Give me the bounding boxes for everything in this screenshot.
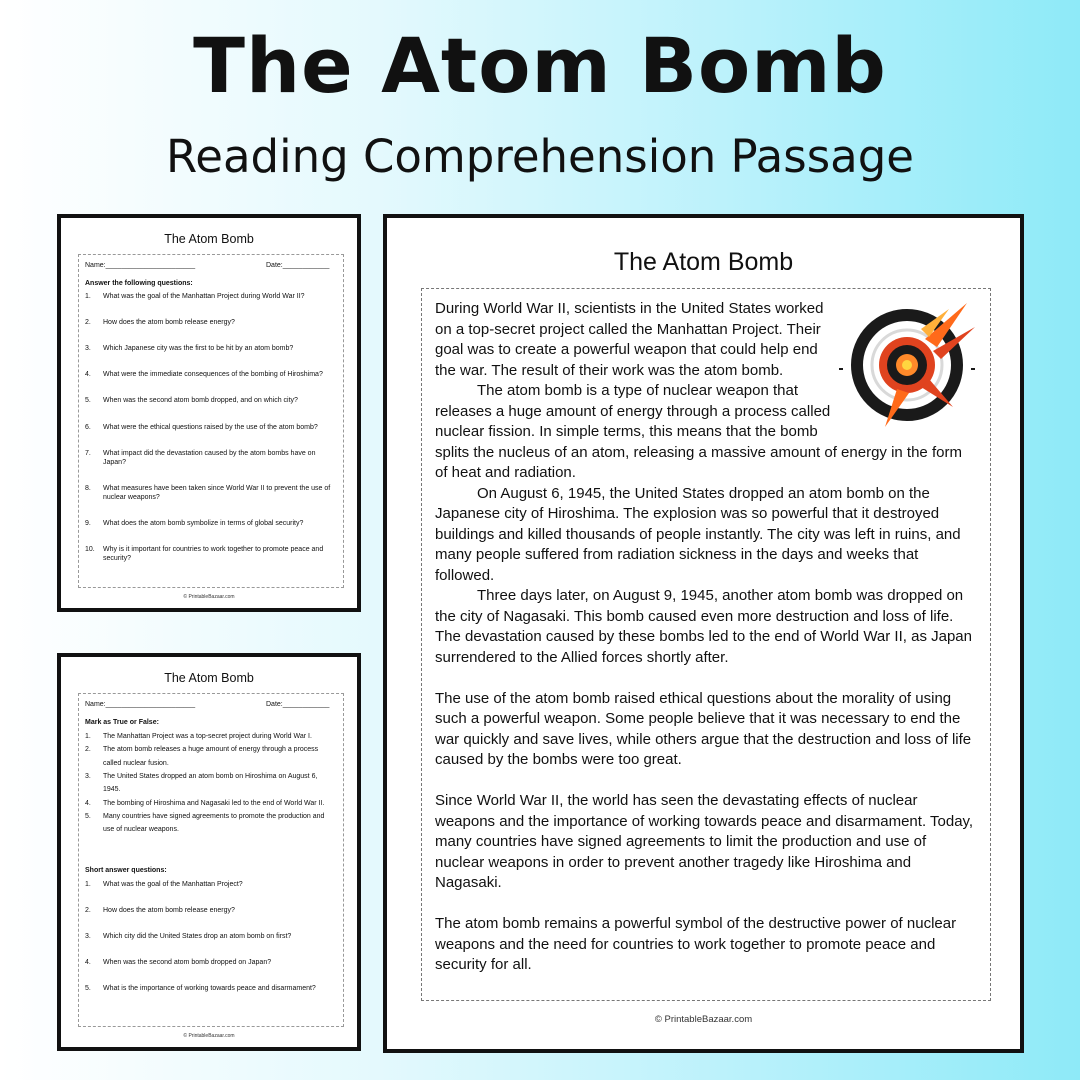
short-answer-item-number: 1. [85, 880, 91, 888]
short-answer-item-number: 3. [85, 932, 91, 940]
question-item-number: 5. [85, 397, 91, 405]
page-title: The Atom Bomb [193, 21, 887, 110]
passage-paragraph-2: The atom bomb is a type of nuclear weapon that releases a huge amount of energy through a process called nuclear fission. In simple terms, this means that the bomb splits the nucleus of an atom, releasing a massive amount of energy in the form of heat and radiation. [435, 382, 962, 481]
question-item-text: Which Japanese city was the first to be hit by an atom bomb? [103, 345, 294, 353]
question-item [85, 370, 333, 379]
passage-text [435, 299, 977, 976]
question-item [85, 484, 333, 502]
question-item [85, 292, 333, 301]
short-answer-item-text: When was the second atom bomb dropped on Japan? [103, 958, 272, 966]
short-answer-item-text: What is the importance of working towards peace and disarmament? [103, 984, 316, 992]
question-item-number: 2. [85, 319, 91, 327]
credit: © PrintableBazaar.com [183, 1033, 235, 1039]
worksheet-content-box [78, 254, 344, 588]
instruction: Answer the following questions: [85, 280, 193, 287]
name-date-row [85, 261, 343, 273]
passage-box [421, 288, 991, 1001]
page-subtitle: Reading Comprehension Passage [166, 130, 914, 183]
true-false-item [85, 730, 333, 743]
question-item-number: 1. [85, 293, 91, 301]
worksheet-thumbnail-true-false[interactable] [57, 653, 361, 1051]
question-item-text: What were the immediate consequences of the bombing of Hiroshima? [103, 371, 323, 379]
true-false-item-text: Many countries have signed agreements to promote the production and use of nuclear weapons. [103, 812, 325, 834]
passage-page [383, 214, 1024, 1053]
question-item-text: What does the atom bomb symbolize in terms of global security? [103, 520, 304, 528]
passage-paragraph-7: The atom bomb remains a powerful symbol of the destructive power of nuclear weapons and the need for countries to work together to promote peace and security for all. [435, 915, 957, 973]
true-false-instruction: Mark as True or False: [85, 719, 159, 726]
question-item [85, 344, 333, 353]
passage-paragraph-4: Three days later, on August 9, 1945, another atom bomb was dropped on the city of Nagasaki. This bomb caused even more destruction and loss of life. The devastation caused by these bombs led to the end of World War II, as Japan surrendered to the Allied forces shortly after. [435, 587, 972, 666]
question-item-text: What impact did the devastation caused by the atom bombs have on Japan? [103, 449, 316, 466]
short-answer-list [79, 880, 343, 993]
atom-bomb-explosion-icon [837, 299, 977, 434]
name-field: Name:_______________________ [85, 701, 196, 708]
true-false-item-number: 4. [85, 799, 91, 807]
short-answer-item-number: 4. [85, 958, 91, 966]
passage-paragraph-5: The use of the atom bomb raised ethical questions about the morality of using such a powerful weapon. Some people believe that it was necessary to end the war quickly and save lives, while others argue that the destruction and loss of life caused by the bombs were too great. [435, 689, 972, 768]
date-field: Date:____________ [266, 701, 330, 708]
name-field: Name:_______________________ [85, 262, 196, 269]
question-item [85, 449, 333, 467]
true-false-item-number: 5. [85, 812, 91, 820]
question-item-number: 9. [85, 520, 91, 528]
question-item [85, 423, 333, 432]
true-false-item-number: 3. [85, 772, 91, 780]
short-answer-item-number: 5. [85, 984, 91, 992]
passage-paragraph-6: Since World War II, the world has seen the devastating effects of nuclear weapons and the importance of working towards peace and disarmament. Today, many countries have signed agreements to limit the production and use of nuclear weapons in order to prevent another tragedy like Hiroshima and Nagasaki. [435, 792, 974, 891]
question-item-text: Why is it important for countries to work together to promote peace and security? [103, 546, 324, 563]
question-item-text: What measures have been taken since World War II to prevent the use of nuclear weapons? [103, 484, 331, 501]
question-item-number: 8. [85, 484, 91, 492]
question-item-number: 7. [85, 449, 91, 457]
short-answer-item-text: What was the goal of the Manhattan Project? [103, 880, 243, 888]
true-false-item [85, 810, 333, 837]
short-answer-item [85, 932, 333, 941]
true-false-item-text: The United States dropped an atom bomb on Hiroshima on August 6, 1945. [103, 772, 318, 794]
worksheet-thumbnail-questions[interactable] [57, 214, 361, 612]
question-item-text: What was the goal of the Manhattan Project during World War II? [103, 293, 305, 301]
question-item-text: What were the ethical questions raised by the use of the atom bomb? [103, 423, 318, 431]
question-item-number: 10. [85, 546, 95, 554]
question-item-text: How does the atom bomb release energy? [103, 319, 235, 327]
true-false-item-text: The Manhattan Project was a top-secret project during World War I. [103, 733, 312, 741]
worksheet-title: The Atom Bomb [164, 671, 254, 685]
date-field: Date:____________ [266, 262, 330, 269]
passage-title: The Atom Bomb [613, 248, 794, 276]
true-false-item-text: The atom bomb releases a huge amount of energy through a process called nuclear fusion. [103, 746, 319, 767]
question-list [79, 292, 343, 563]
passage-paragraph-3: On August 6, 1945, the United States dropped an atom bomb on the Japanese city of Hiroshima. The explosion was so powerful that it destroyed buildings and killed thousands of people instantly. The city was left in ruins, and many people suffered from radiation sickness in the days and weeks that followed. [435, 484, 961, 584]
question-item-number: 4. [85, 371, 91, 379]
short-answer-item [85, 984, 333, 993]
short-answer-item [85, 958, 333, 967]
true-false-item [85, 770, 333, 797]
worksheet-title: The Atom Bomb [164, 232, 254, 246]
true-false-item-number: 2. [85, 746, 91, 754]
question-item [85, 396, 333, 405]
name-date-row [85, 700, 343, 712]
question-item [85, 545, 333, 563]
worksheet-content-box [78, 693, 344, 1027]
true-false-item-text: The bombing of Hiroshima and Nagasaki led to the end of World War II. [103, 799, 325, 807]
true-false-item-number: 1. [85, 733, 91, 741]
true-false-list [79, 730, 343, 836]
short-answer-item-text: Which city did the United States drop an atom bomb on first? [103, 932, 292, 940]
question-item [85, 318, 333, 327]
question-item-text: When was the second atom bomb dropped, and on which city? [103, 397, 298, 405]
passage-credit: © PrintableBazaar.com [654, 1014, 753, 1025]
true-false-item [85, 797, 333, 810]
short-answer-item [85, 880, 333, 889]
credit: © PrintableBazaar.com [183, 594, 235, 600]
true-false-item [85, 743, 333, 770]
short-answer-item-text: How does the atom bomb release energy? [103, 906, 235, 914]
question-item-number: 6. [85, 423, 91, 431]
question-item-number: 3. [85, 345, 91, 353]
passage-paragraph-1: During World War II, scientists in the United States worked on a top-secret project called the Manhattan Project. Their goal was to create a powerful weapon that could help end the war. The result of their work was the atom bomb. [435, 300, 824, 379]
short-answer-item [85, 906, 333, 915]
short-answer-item-number: 2. [85, 906, 91, 914]
question-item [85, 519, 333, 528]
short-answer-instruction: Short answer questions: [85, 867, 167, 875]
